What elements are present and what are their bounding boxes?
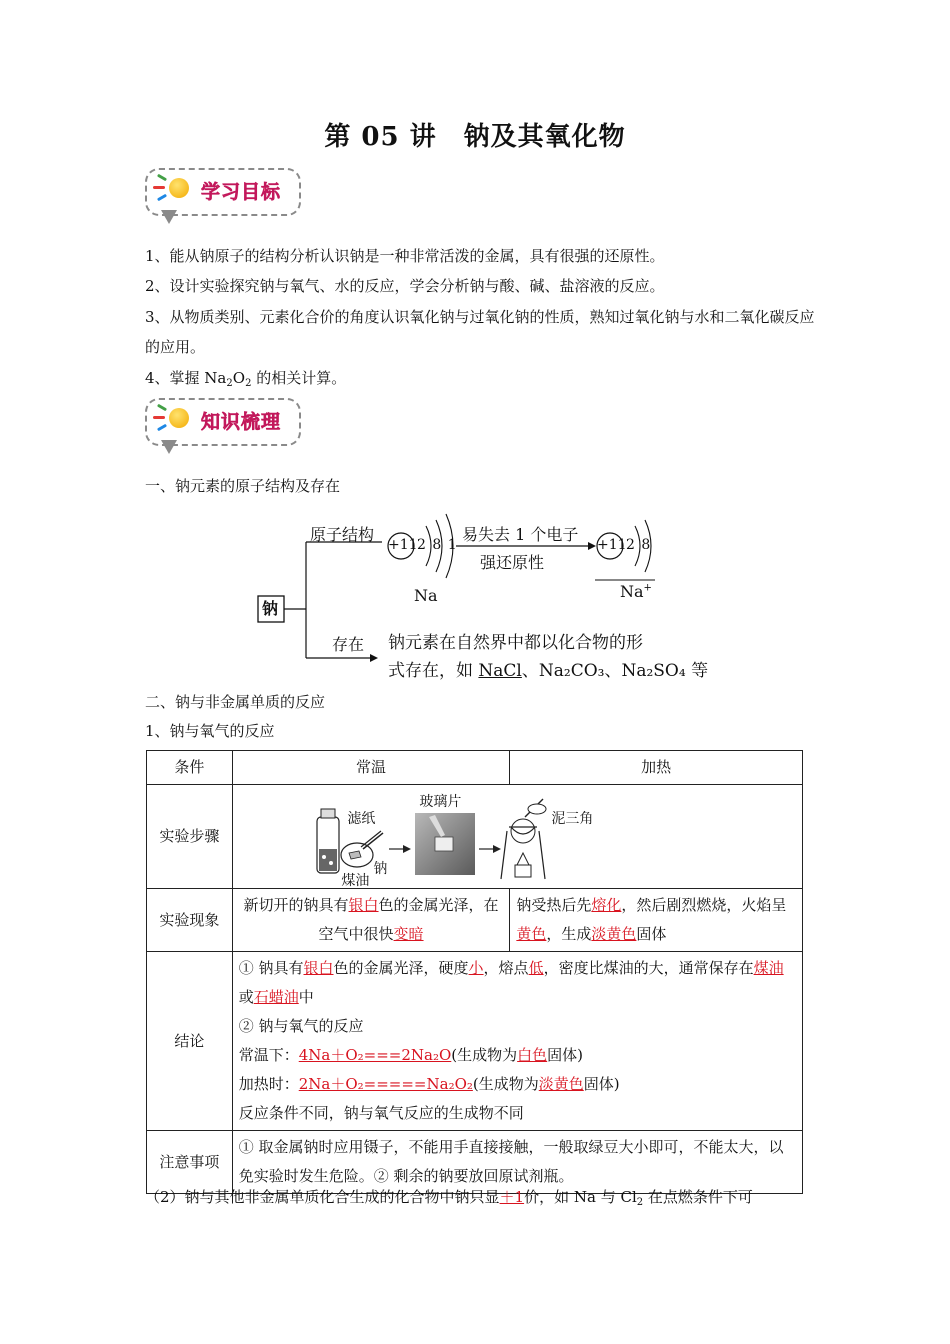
table-row bbox=[147, 952, 803, 1131]
branch-label: 原子结构 bbox=[310, 525, 375, 544]
exist-line: 式存在，如 NaCl、Na₂CO₃、Na₂SO₄ 等 bbox=[388, 661, 709, 681]
objective-item: 2、设计实验探究钠与氧气、水的反应，学会分析钠与酸、碱、盐溶液的反应。 bbox=[145, 277, 665, 295]
table-row bbox=[147, 785, 803, 889]
arrow-top-label: 易失去 1 个电子 bbox=[462, 525, 579, 544]
footer-paragraph: （2）钠与其他非金属单质化合生成的化合物中钠只显＋1价，如 Na 与 $Cl_2$ 在点燃条件下可 bbox=[145, 1188, 753, 1208]
table-header: 常温 bbox=[232, 751, 510, 785]
conclusion-line: ① 钠具有银白色的金属光泽，硬度小，熔点低，密度比煤油的大，通常保存在煤油或石蜡油中 bbox=[238, 959, 784, 1006]
triangle-label: 泥三角 bbox=[551, 810, 594, 827]
lightbulb-icon bbox=[169, 408, 189, 428]
table-row bbox=[147, 889, 803, 952]
conclusion-cell bbox=[232, 952, 802, 1131]
objective-item: 4、掌握 $Na_2O_2$ 的相关计算。 bbox=[145, 369, 347, 389]
objective-item: 1、能从钠原子的结构分析认识钠是一种非常活泼的金属，具有很强的还原性。 bbox=[145, 247, 665, 265]
table-header: 条件 bbox=[147, 751, 233, 785]
section-heading: 一、钠元素的原子结构及存在 bbox=[145, 477, 341, 495]
section-heading: 二、钠与非金属单质的反应 bbox=[145, 693, 326, 711]
lightbulb-icon bbox=[169, 178, 189, 198]
objective-item: 3、从物质类别、元素化合价的角度认识氧化钠与过氧化钠的性质，熟知过氧化钠与水和二氧化碳反应的应用。 bbox=[145, 308, 815, 356]
atom-shells: 2 8 1 bbox=[417, 537, 458, 553]
conclusion-line: 常温下：4Na＋O₂===2Na₂O(生成物为白色固体) bbox=[238, 1046, 584, 1064]
phenomenon-heat: 钠受热后先熔化，然后剧烈燃烧，火焰呈黄色，生成淡黄色固体 bbox=[510, 889, 803, 952]
exist-line: 钠元素在自然界中都以化合物的形 bbox=[388, 633, 643, 653]
branch-label: 存在 bbox=[332, 635, 365, 654]
subsection-heading: 1、钠与氧气的反应 bbox=[145, 722, 275, 740]
row-label: 结论 bbox=[147, 952, 233, 1131]
row-label: 注意事项 bbox=[147, 1131, 233, 1194]
experiment-table bbox=[146, 750, 803, 1194]
page-title: 第 05 讲 钠及其氧化物 bbox=[324, 122, 626, 152]
atom-nucleus: +11 bbox=[388, 537, 418, 553]
root-label: 钠 bbox=[262, 599, 279, 618]
filter-paper-label: 滤纸 bbox=[347, 810, 376, 827]
experiment-illustration bbox=[311, 787, 723, 887]
glass-label: 玻璃片 bbox=[419, 793, 462, 810]
conclusion-line: 加热时：2Na＋O₂=====Na₂O₂(生成物为淡黄色固体) bbox=[238, 1075, 620, 1093]
phenomenon-normal: 新切开的钠具有银白色的金属光泽，在空气中很快变暗 bbox=[232, 889, 510, 952]
sodium-structure-diagram bbox=[250, 510, 710, 685]
badge-label: 知识梳理 bbox=[201, 411, 282, 433]
atom-name: Na bbox=[414, 586, 438, 605]
knowledge-summary-badge bbox=[145, 398, 307, 458]
row-label: 实验步骤 bbox=[147, 785, 233, 889]
sodium-label: 钠 bbox=[373, 860, 388, 877]
badge-label: 学习目标 bbox=[201, 181, 282, 203]
experiment-illustration-cell bbox=[232, 785, 802, 889]
table-header-row bbox=[147, 751, 803, 785]
ion-shells: 2 8 bbox=[626, 537, 652, 553]
ion-nucleus: +11 bbox=[597, 537, 627, 553]
learning-objectives-badge bbox=[145, 168, 307, 228]
note-cell: ① 取金属钠时应用镊子，不能用手直接接触，一般取绿豆大小即可，不能太大，以免实验时发生危险。② 剩余的钠要放回原试剂瓶。 bbox=[232, 1131, 802, 1194]
kerosene-label: 煤油 bbox=[341, 872, 370, 889]
conclusion-line: ② 钠与氧气的反应 bbox=[238, 1017, 364, 1035]
row-label: 实验现象 bbox=[147, 889, 233, 952]
ion-name: Na+ bbox=[620, 582, 652, 601]
arrow-bottom-label: 强还原性 bbox=[480, 553, 545, 572]
conclusion-line: 反应条件不同，钠与氧气反应的生成物不同 bbox=[238, 1104, 524, 1122]
table-header: 加热 bbox=[510, 751, 803, 785]
